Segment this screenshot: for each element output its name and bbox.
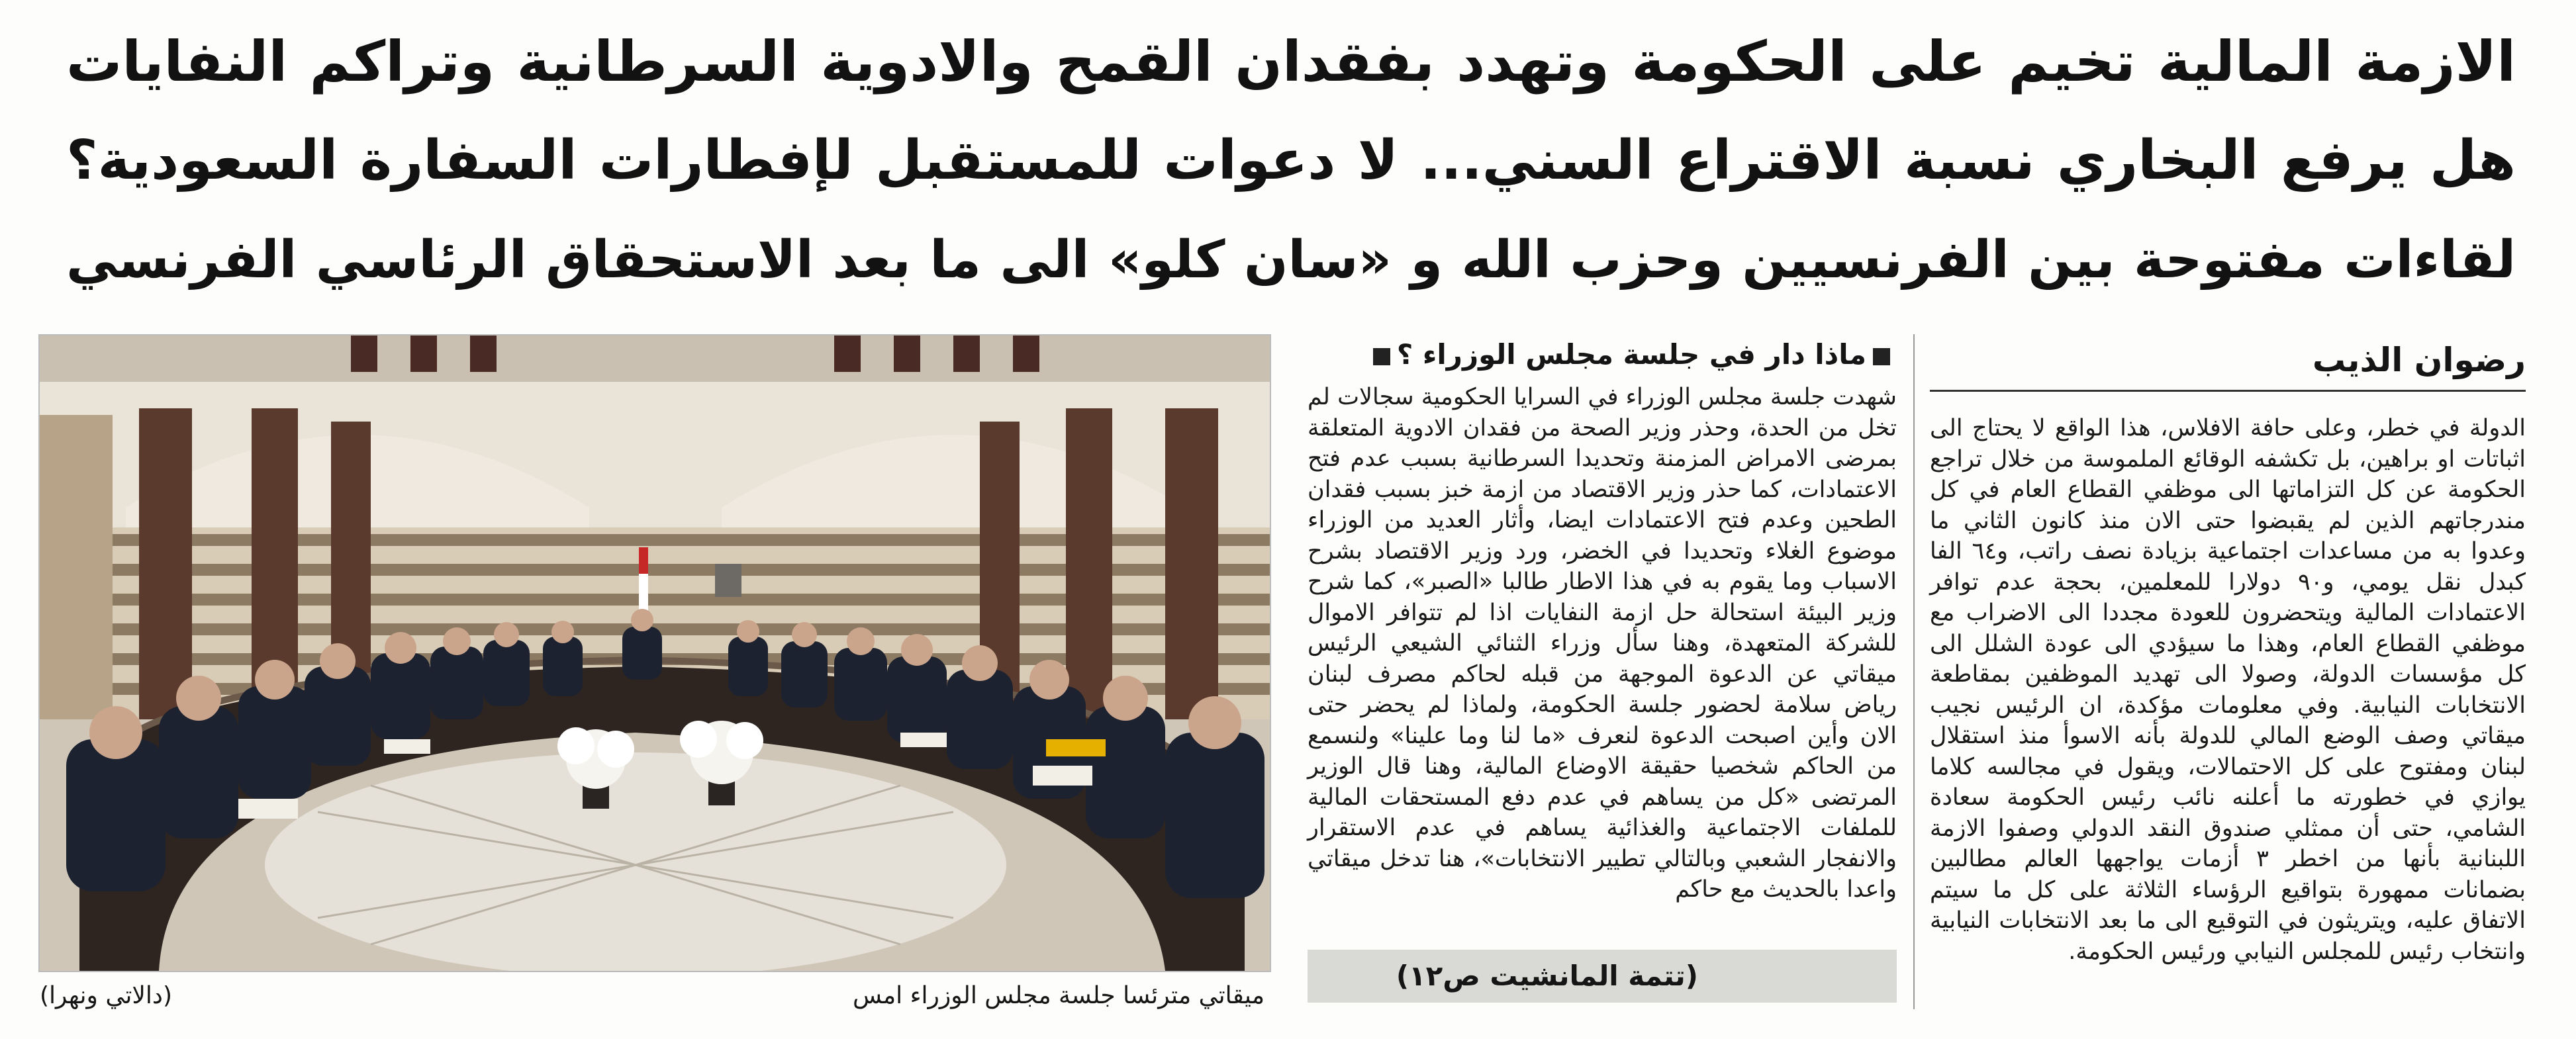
- cabinet-session-photo: [38, 334, 1271, 972]
- headline-2: هل يرفع البخاري نسبة الاقتراع السني... لا دعوات للمستقبل لإفطارات السفارة السعودية؟: [66, 129, 2516, 192]
- article-heading-text: ماذا دار في جلسة مجلس الوزراء ؟: [1396, 338, 1866, 371]
- main-article-body: الدولة في خطر، وعلى حافة الافلاس، هذا الواقع لا يحتاج الى اثباتات او براهين، بل تكشفه الوقائع الملموسة من خلال تراجع الحكومة عن كل التزاماتها الى موظفي القطاع العام في كل مندرجاتهم الذين لم يقبضوا حتى الان منذ كانون الثاني ما وعدوا به من مساعدات اجتماعية بزيادة نصف راتب، و٦٤ الفا كبدل نقل يومي، و٩٠ دولارا للمعلمين، بحجة عدم توافر الاعتمادات المالية ويتحضرون للعودة مجددا الى الاضراب مع موظفي القطاع العام، وهذا ما سيؤدي الى عودة الشلل الى كل مؤسسات الدولة، وصولا الى تهديد الموظفين بمقاطعة الانتخابات النيابية. وفي معلومات مؤكدة، ان الرئيس نجيب ميقاتي وصف الوضع المالي للدولة بأنه الاسوأ منذ استقلال لبنان ومفتوح على كل الاحتمالات، ويقول في مجالسه كلاما يوازي في خطورته ما أعلنه نائب رئيس الحكومة سعادة الشامي، حتى أن ممثلي صندوق النقد الدولي وصفوا الازمة اللبنانية بأنها من اخطر ٣ أزمات يواجهها العالم مطالبين بضمانات ممهورة بتواقيع الرؤساء الثلاثة على كل ما سيتم الاتفاق عليه، ويتريثون في التوقيع الى ما بعد الانتخابات النيابية وانتخاب رئيس للمجلس النيابي ورئيس الحكومة.: [1930, 415, 2526, 965]
- main-article: [1930, 334, 2526, 1022]
- continuation-note: (تتمة المانشيت ص١٢): [1396, 960, 1698, 992]
- cabinet-session-article: [1308, 334, 1897, 996]
- article-heading: [1308, 334, 1897, 375]
- continuation-box: [1308, 950, 1897, 1003]
- photo-credit: (دالاتي ونهرا): [40, 982, 172, 1009]
- headline-3: لقاءات مفتوحة بين الفرنسيين وحزب الله و «سان كلو» الى ما بعد الاستحقاق الرئاسي الفرنسي: [66, 230, 2516, 290]
- headline-1: الازمة المالية تخيم على الحكومة وتهدد بفقدان القمح والادوية السرطانية وتراكم النفايات: [66, 29, 2516, 94]
- photo-caption: ميقاتي مترئسا جلسة مجلس الوزراء امس: [852, 982, 1264, 1009]
- square-bullet-icon: [1373, 348, 1390, 365]
- headlines-block: [66, 12, 2516, 310]
- square-bullet-icon: [1873, 348, 1890, 365]
- column-divider: [1913, 334, 1915, 1009]
- byline-divider: [1930, 390, 2526, 392]
- byline: رضوان الذيب: [2312, 341, 2526, 379]
- article-body: شهدت جلسة مجلس الوزراء في السرايا الحكومية سجالات لم تخل من الحدة، وحذر وزير الصحة من فقدان الادوية المتعلقة بمرضى الامراض المزمنة وتحديدا السرطانية بسبب عدم فتح الاعتمادات، كما حذر وزير الاقتصاد من ازمة خبز بسبب فقدان الطحين وعدم فتح الاعتمادات ايضا، وأثار العديد من الوزراء موضوع الغلاء وتحديدا في الخضر، ورد وزير الاقتصاد بشرح الاسباب وما يقوم به في هذا الاطار طالبا «الصبر»، كما شرح وزير البيئة استحالة حل ازمة النفايات اذا لم تتوافر الاموال للشركة المتعهدة، وهنا سأل وزراء الثنائي الشيعي الرئيس ميقاتي عن الدعوة الموجهة من قبله لحاكم مصرف لبنان رياض سلامة لحضور جلسة الحكومة، ولماذا لم يحضر حتى الان وأين اصبحت الدعوة لنعرف «ما لنا وما علينا» ولنسمع من الحاكم شخصيا حقيقة الاوضاع المالية، وهنا قال الوزير المرتضى «كل من يساهم في عدم دفع المستحقات المالية للملفات الاجتماعية والغذائية يساهم في عدم الاستقرار والانفجار الشعبي وبالتالي تطيير الانتخابات»، هنا تدخل ميقاتي واعدا بالحديث مع حاكم: [1308, 384, 1897, 903]
